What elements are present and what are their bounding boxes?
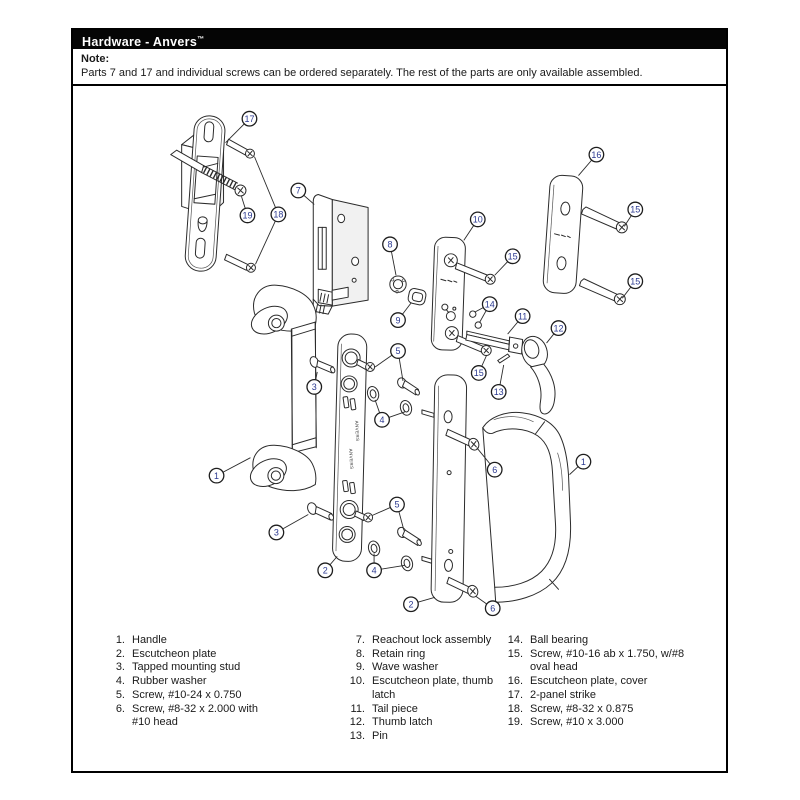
parts-list-item-label: Rubber washer [132,675,207,688]
callout-number-14: 14 [484,299,495,310]
parts-list [73,626,726,744]
parts-list-item-9 [343,661,501,675]
parts-list-item-number: 6. [115,702,125,715]
callout-number-1: 1 [214,470,220,481]
escutcheon-plate-2-right [422,375,467,603]
plate-engraving-2: ANVERS [348,448,355,470]
callout-number-7: 7 [295,185,301,196]
callout-number-15: 15 [630,276,641,287]
handle-interior-1 [246,285,316,492]
callout-number-19: 19 [242,210,253,221]
parts-list-item-15 [501,648,711,675]
callout-leader-18 [255,214,278,264]
callout-number-9: 9 [395,315,401,326]
callout-number-12: 12 [553,323,564,334]
parts-list-item-number: 14. [507,634,523,646]
parts-list-item-4 [103,675,343,689]
callout-number-4: 4 [379,414,385,425]
parts-list-item-18 [501,703,711,717]
parts-list-item-3 [103,661,343,675]
note-box [73,49,726,86]
parts-list-item-number: 5. [115,688,125,701]
parts-list-item-number: 15. [507,647,523,660]
parts-list-item-number: 13. [349,729,365,742]
parts-list-item-12 [343,716,501,730]
parts-list-item-number: 12. [349,716,365,729]
escutcheon-cover-16 [542,175,583,295]
parts-list-item-number: 10. [349,675,365,688]
parts-list-item-label: Pin [372,729,388,742]
callout-number-2: 2 [408,599,414,610]
note-text: Parts 7 and 17 and individual screws can be ordered separately. The rest of the parts are only available assembled. [81,67,643,79]
parts-list-item-16 [501,675,711,689]
parts-list-item-label: Screw, #10-16 ab x 1.750, w/#8 oval head [530,647,685,674]
parts-list-item-number: 4. [115,675,125,688]
callout-number-3: 3 [311,382,317,393]
parts-list-item-label: Handle [132,634,167,646]
parts-list-item-11 [343,703,501,717]
callout-number-10: 10 [472,214,483,225]
parts-list-column-1 [103,634,343,744]
callout-number-11: 11 [517,311,528,322]
parts-list-item-label: 2-panel strike [530,688,597,701]
parts-list-item-number: 11. [350,702,365,715]
parts-list-item-14 [501,634,711,648]
parts-list-item-13 [343,730,501,744]
wave-washer-9 [407,288,427,306]
parts-list-item-label: Escutcheon plate, cover [530,675,648,688]
parts-list-item-label: Screw, #10 x 3.000 [530,716,624,729]
callout-number-13: 13 [493,387,504,398]
screws-18 [225,139,256,272]
parts-list-item-6 [103,703,343,730]
exploded-diagram-svg [73,86,726,626]
rubber-washers-4 [366,385,414,572]
parts-list-item-label: Screw, #8-32 x 2.000 with #10 head [132,702,258,729]
exploded-diagram [73,86,726,626]
callout-leader-18 [254,157,278,215]
parts-list-item-number: 16. [507,675,523,688]
parts-list-item-label: Screw, #10-24 x 0.750 [132,688,242,701]
retain-ring-8 [390,276,406,293]
thumb-latch-12 [518,333,555,414]
callout-number-5: 5 [394,499,400,510]
callout-number-5: 5 [395,346,401,357]
callout-number-18: 18 [273,209,284,220]
parts-list-item-19 [501,716,711,730]
trademark-symbol: ™ [197,36,205,43]
parts-list-item-8 [343,648,501,662]
parts-list-item-label: Tail piece [372,702,418,715]
document-frame [71,28,728,773]
parts-list-item-label: Screw, #8-32 x 0.875 [530,702,634,715]
parts-list-item-5 [103,689,343,703]
parts-list-column-3 [501,634,711,744]
parts-list-item-label: Ball bearing [530,634,589,646]
parts-list-item-number: 9. [355,661,365,674]
callout-number-2: 2 [322,565,328,576]
callout-number-6: 6 [492,464,498,475]
parts-list-column-2 [343,634,501,744]
note-label: Note: [81,53,110,65]
parts-list-item-label: Tapped mounting stud [132,661,241,674]
parts-list-item-label: Escutcheon plate [132,647,217,660]
parts-list-item-1 [103,634,343,648]
callout-number-17: 17 [244,113,255,124]
parts-list-item-number: 3. [115,661,125,674]
parts-list-item-label: Wave washer [372,661,439,674]
parts-list-item-number: 8. [355,647,365,660]
parts-list-item-label: Thumb latch [372,716,433,729]
parts-list-item-number: 18. [507,702,523,715]
page-title: Hardware - Anvers [82,35,198,50]
callout-number-15: 15 [473,368,484,379]
parts-list-item-number: 19. [507,716,523,729]
screws-15-right [579,207,627,305]
parts-list-item-number: 2. [115,647,125,660]
parts-list-item-2 [103,648,343,662]
pin-13 [498,354,510,363]
parts-list-item-label: Reachout lock assembly [372,634,492,646]
callout-number-16: 16 [591,149,602,160]
parts-list-item-number: 1. [115,634,125,646]
callout-number-8: 8 [387,239,393,250]
callout-number-15: 15 [630,204,641,215]
callout-number-4: 4 [371,565,377,576]
callout-number-6: 6 [490,603,496,614]
parts-list-item-17 [501,689,711,703]
parts-list-item-label: Escutcheon plate, thumb latch [372,675,494,701]
plate-engraving: ANVERS [354,420,361,442]
parts-list-item-number: 17. [507,688,523,701]
callout-number-3: 3 [273,527,279,538]
parts-list-item-10 [343,675,501,702]
title-bar [73,30,726,49]
ball-bearings-14 [470,311,482,328]
parts-list-item-7 [343,634,501,648]
escutcheon-plate-2-center [332,334,374,562]
parts-list-item-number: 7. [355,634,365,646]
handle-exterior-1 [483,412,571,602]
callout-number-15: 15 [507,251,518,262]
callout-number-1: 1 [580,456,586,467]
parts-list-item-label: Retain ring [372,647,426,660]
reachout-lock-assembly-7 [313,194,368,314]
